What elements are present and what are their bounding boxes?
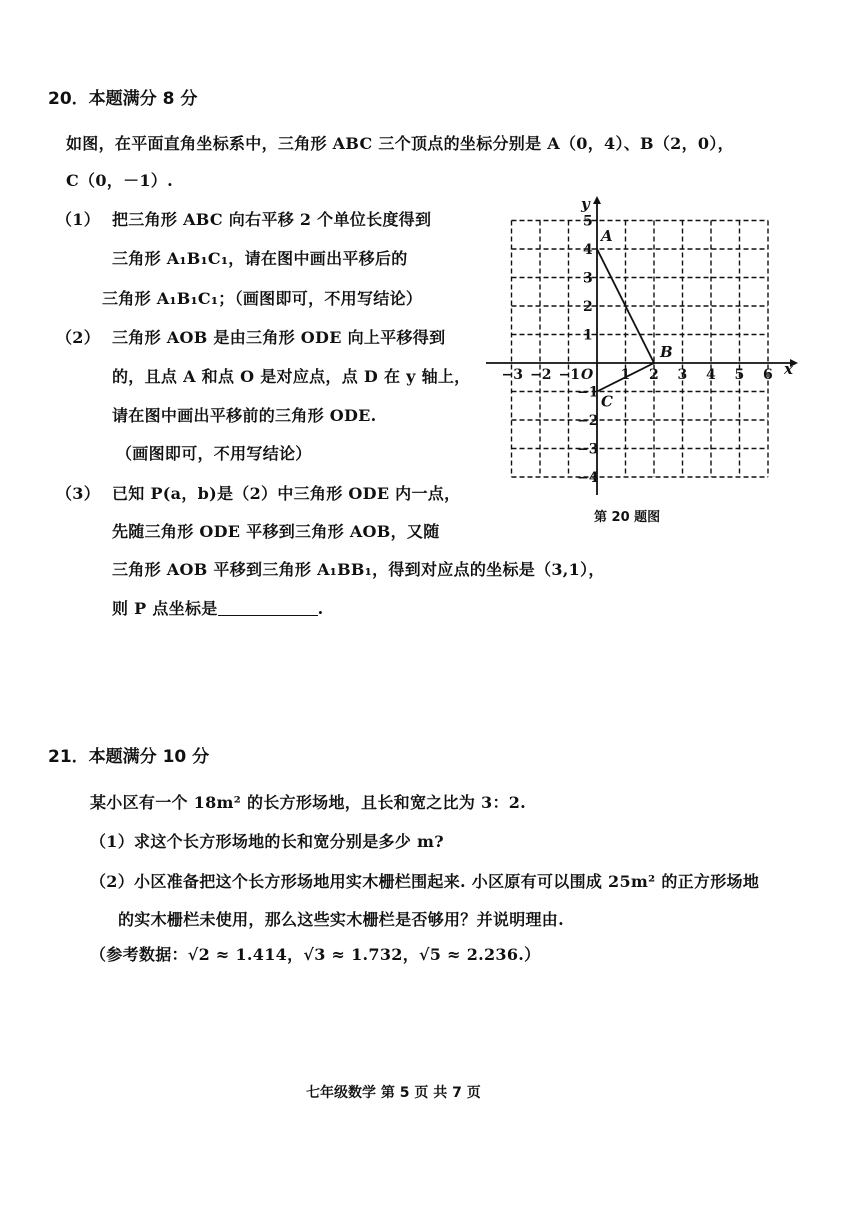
x-tick-label: 4 xyxy=(706,367,716,383)
q21-part2-line2: 的实木栅栏未使用，那么这些实木栅栏是否够用？并说明理由. xyxy=(118,910,564,929)
origin-label: O xyxy=(581,367,594,383)
point-label-a: A xyxy=(601,227,613,245)
y-tick-label: −2 xyxy=(577,413,599,429)
x-tick-label: 1 xyxy=(620,367,631,383)
q20-part2-line4: （画图即可，不用写结论） xyxy=(116,444,312,463)
x-tick-label: −1 xyxy=(558,367,580,383)
q21-header: 21．本题满分 10 分 xyxy=(48,747,210,767)
point-label-b: B xyxy=(660,343,673,361)
q20-part2-line1: 三角形 AOB 是由三角形 ODE 向上平移得到 xyxy=(112,328,446,347)
q21-reference-data: （参考数据：√2 ≈ 1.414，√3 ≈ 1.732，√5 ≈ 2.236.） xyxy=(90,945,541,964)
q20-part1-number: （1） xyxy=(56,210,101,229)
y-tick-label: −4 xyxy=(577,470,599,486)
q20-part3-line3: 三角形 AOB 平移到三角形 A₁BB₁，得到对应点的坐标是（3,1）， xyxy=(112,560,605,579)
coordinate-grid-figure xyxy=(484,195,800,500)
x-tick-label: 5 xyxy=(734,367,745,383)
point-label-c: C xyxy=(601,392,613,411)
y-axis-label: y xyxy=(581,195,590,213)
triangle-abc xyxy=(597,227,673,411)
y-tick-label: −1 xyxy=(577,384,599,401)
q20-part1-line3: 三角形 A₁B₁C₁；（画图即可，不用写结论） xyxy=(102,289,423,308)
q20-part3-number: （3） xyxy=(56,484,101,503)
x-tick-label: 3 xyxy=(677,367,688,383)
q21-part1: （1）求这个长方形场地的长和宽分别是多少 m? xyxy=(90,832,444,851)
x-tick-label: 2 xyxy=(649,367,659,383)
figure-caption: 第 20 题图 xyxy=(594,510,661,525)
y-tick-label: 4 xyxy=(583,242,593,258)
y-axis-arrow xyxy=(593,196,601,204)
tick-labels xyxy=(502,214,773,487)
x-tick-label: −2 xyxy=(530,367,552,383)
answer-blank[interactable] xyxy=(218,601,318,616)
x-axis-label: x xyxy=(784,360,793,378)
q20-part3-line4 xyxy=(112,596,323,619)
q20-part1-line2: 三角形 A₁B₁C₁，请在图中画出平移后的 xyxy=(112,249,408,268)
y-tick-label: 3 xyxy=(583,270,593,287)
y-tick-label: 2 xyxy=(583,299,593,315)
q20-part2-line3: 请在图中画出平移前的三角形 ODE. xyxy=(112,406,377,425)
y-tick-label: 5 xyxy=(583,213,593,230)
q20-part3-end: . xyxy=(317,599,324,618)
q20-part2-line2: 的，且点 A 和点 O 是对应点，点 D 在 y 轴上， xyxy=(112,367,471,386)
q20-part1-line1: 把三角形 ABC 向右平移 2 个单位长度得到 xyxy=(112,210,432,229)
q20-part2-number: （2） xyxy=(56,328,101,347)
page-footer: 七年级数学 第 5 页 共 7 页 xyxy=(306,1085,481,1101)
axes xyxy=(486,195,798,495)
q21-part2-line1: （2）小区准备把这个长方形场地用实木栅栏围起来. 小区原有可以围成 25m² 的正方形场地 xyxy=(90,872,760,891)
q20-intro-line1: 如图，在平面直角坐标系中，三角形 ABC 三个顶点的坐标分别是 A（0，4）、B（2，0）， xyxy=(66,134,734,153)
x-tick-label: −3 xyxy=(501,367,523,383)
q20-header: 20．本题满分 8 分 xyxy=(48,89,198,109)
y-tick-label: −3 xyxy=(577,441,599,458)
q20-part3-line4-text: 则 P 点坐标是 xyxy=(112,599,218,618)
q20-part3-line2: 先随三角形 ODE 平移到三角形 AOB，又随 xyxy=(112,522,440,541)
grid-lines xyxy=(512,221,769,478)
q20-intro-line2: C（0，－1）. xyxy=(66,171,173,190)
y-tick-label: 1 xyxy=(583,327,593,344)
q21-intro: 某小区有一个 18m² 的长方形场地，且长和宽之比为 3：2. xyxy=(90,793,527,812)
x-tick-label: 6 xyxy=(763,367,773,383)
q20-part3-line1: 已知 P(a，b)是（2）中三角形 ODE 内一点， xyxy=(112,484,461,503)
